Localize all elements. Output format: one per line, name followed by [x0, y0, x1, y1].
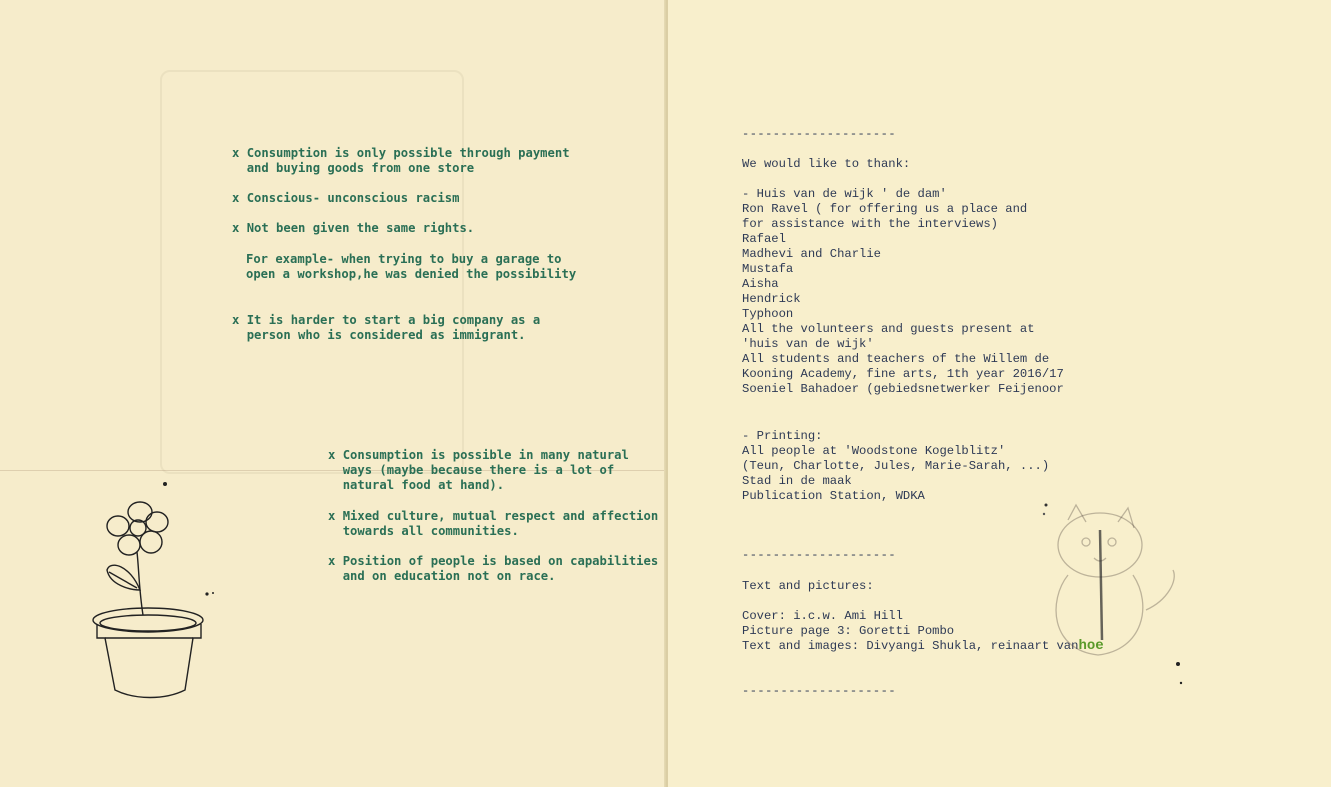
thanks-line: Kooning Academy, fine arts, 1th year 2016/17	[742, 367, 1064, 381]
bullet-consumption-payment: x Consumption is only possible through payment and buying goods from one store	[232, 146, 570, 175]
printing-list	[742, 429, 1049, 504]
separator-top: --------------------	[742, 127, 897, 141]
separator-bottom: --------------------	[742, 684, 897, 698]
printing-line: - Printing:	[742, 429, 823, 443]
thanks-line: Madhevi and Charlie	[742, 247, 881, 261]
thanks-line: All students and teachers of the Willem de	[742, 352, 1050, 366]
thanks-line: All the volunteers and guests present at	[742, 322, 1035, 336]
printing-line: All people at 'Woodstone Kogelblitz'	[742, 444, 1006, 458]
bullet-position-people: x Position of people is based on capabilities and on education not on race.	[328, 554, 659, 583]
right-page	[668, 0, 1331, 787]
thanks-line: Soeniel Bahadoer (gebiedsnetwerker Feijenoor	[742, 382, 1064, 396]
credits-line-last: Text and images: Divyangi Shukla, reinaart vanhoe	[742, 638, 1104, 654]
thanks-list	[742, 187, 1064, 397]
bullet-mixed-culture: x Mixed culture, mutual respect and affection towards all communities.	[328, 509, 659, 538]
thanks-line: Aisha	[742, 277, 779, 291]
credits-heading: Text and pictures:	[742, 579, 874, 593]
flower-pot-drawing	[85, 490, 265, 710]
example-paragraph: For example- when trying to buy a garage to open a workshop,he was denied the possibility	[246, 252, 577, 281]
thanks-line: Ron Ravel ( for offering us a place and	[742, 202, 1028, 216]
cat-drawing	[1028, 500, 1188, 670]
handwritten-hoe: hoe	[1078, 638, 1104, 654]
thanks-line: Typhoon	[742, 307, 794, 321]
credits-line: Picture page 3: Goretti Pombo	[742, 624, 955, 638]
separator-middle: --------------------	[742, 548, 897, 562]
thanks-line: for assistance with the interviews)	[742, 217, 998, 231]
thanks-line: Mustafa	[742, 262, 794, 276]
bullet-racism: x Conscious- unconscious racism	[232, 191, 460, 205]
thanks-line: Hendrick	[742, 292, 801, 306]
thanks-line: 'huis van de wijk'	[742, 337, 874, 351]
thanks-heading: We would like to thank:	[742, 157, 911, 171]
printing-line: (Teun, Charlotte, Jules, Marie-Sarah, ...)	[742, 459, 1050, 473]
credits-line: Cover: i.c.w. Ami Hill	[742, 609, 903, 623]
bullet-natural-consumption: x Consumption is possible in many natural ways (maybe because there is a lot of natural food at hand).	[328, 448, 629, 492]
printing-line: Stad in de maak	[742, 474, 852, 488]
bullet-rights: x Not been given the same rights.	[232, 221, 475, 235]
thanks-line: Rafael	[742, 232, 786, 246]
thanks-line: - Huis van de wijk ' de dam'	[742, 187, 947, 201]
bullet-company: x It is harder to start a big company as a person who is considered as immigrant.	[232, 313, 541, 342]
printing-line: Publication Station, WDKA	[742, 489, 925, 503]
